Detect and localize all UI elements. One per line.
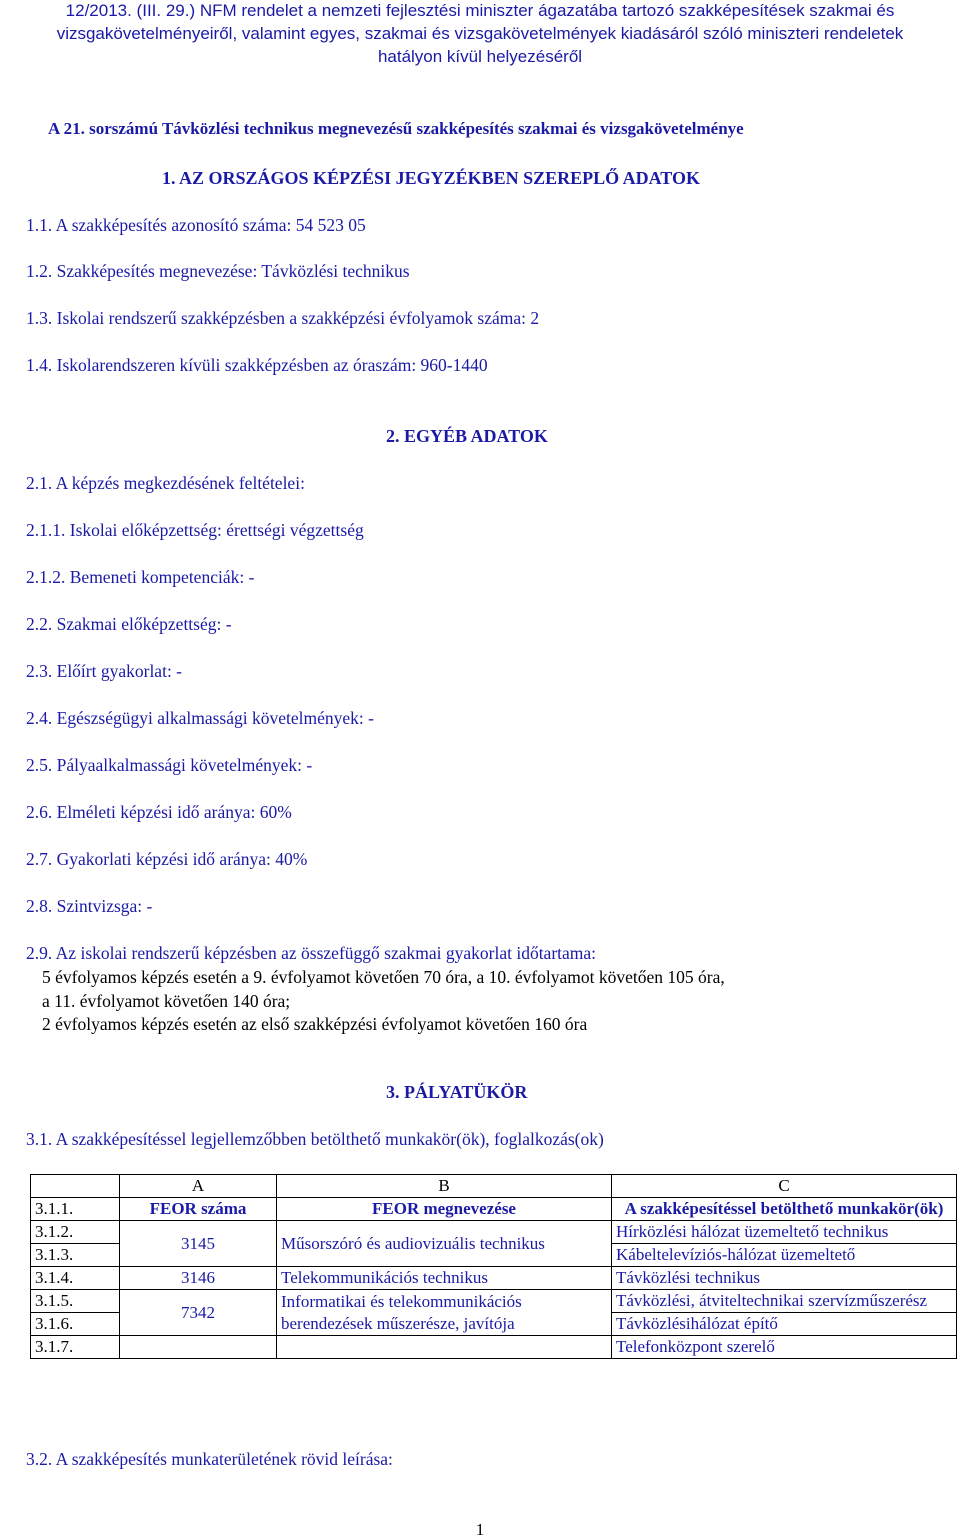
item-2-9 [26, 942, 596, 964]
header-line: hatályon kívül helyezéséről [377, 47, 583, 66]
column-header-feor-code: FEOR száma [120, 1198, 277, 1221]
item-text: Iskolai előképzettség: érettségi végzettség [69, 520, 364, 540]
item-text: A szakképesítés munkaterületének rövid leírása: [55, 1449, 393, 1469]
item-text: Előírt gyakorlat: - [56, 661, 183, 681]
item-2-7 [26, 848, 307, 870]
row-number: 3.1.4. [31, 1267, 120, 1290]
row-number: 3.1.6. [31, 1313, 120, 1336]
feor-code-cell: 7342 [120, 1290, 277, 1336]
table-row [31, 1290, 957, 1313]
item-number: 2.1.1. [26, 520, 66, 540]
item-text: Gyakorlati képzési idő aránya: 40% [56, 849, 308, 869]
feor-table [30, 1174, 957, 1359]
item-2-2 [26, 613, 232, 635]
item-number: 2.7. [26, 849, 53, 869]
feor-code-cell: 3145 [120, 1221, 277, 1267]
item-text: Iskolai rendszerű szakképzésben a szakképzési évfolyamok száma: 2 [56, 308, 540, 328]
item-number: 1.4. [26, 355, 53, 375]
item-number: 2.5. [26, 755, 53, 775]
table-row [31, 1221, 957, 1244]
item-1-4 [26, 354, 488, 376]
item-number: 2.9. [26, 943, 53, 963]
feor-code-cell [120, 1336, 277, 1359]
item-number: 2.2. [26, 614, 53, 634]
item-text: Az iskolai rendszerű képzésben az összefüggő szakmai gyakorlat időtartama: [55, 943, 597, 963]
item-number: 2.4. [26, 708, 53, 728]
job-cell: Távközlési technikus [612, 1267, 957, 1290]
item-text: Szintvizsga: - [56, 896, 153, 916]
job-cell: Telefonközpont szerelő [612, 1336, 957, 1359]
item-3-2 [26, 1448, 393, 1470]
item-text: Iskolarendszeren kívüli szakképzésben az óraszám: 960-1440 [56, 355, 488, 375]
item-number: 3.1. [26, 1129, 53, 1149]
item-text: Pályaalkalmassági követelmények: - [56, 755, 313, 775]
feor-name-cell: Informatikai és telekommunikációs berendezések műszerésze, javítója [277, 1290, 612, 1336]
feor-code-cell: 3146 [120, 1267, 277, 1290]
item-2-1 [26, 472, 305, 494]
header-line: vizsgakövetelményeiről, valamint egyes, szakmai és vizsgakövetelmények kiadásáról szóló miniszteri rendeletek [56, 24, 904, 43]
table-cell [31, 1175, 120, 1198]
header-line: 12/2013. (III. 29.) NFM rendelet a nemzeti fejlesztési miniszter ágazatába tartozó szakképesítések szakmai és [65, 1, 895, 20]
item-text: Szakmai előképzettség: - [56, 614, 232, 634]
item-number: 1.2. [26, 261, 53, 281]
item-1-1 [26, 214, 366, 236]
row-number: 3.1.7. [31, 1336, 120, 1359]
column-letter: B [277, 1175, 612, 1198]
item-text: Bemeneti kompetenciák: - [69, 567, 255, 587]
table-row [31, 1267, 957, 1290]
table-row [31, 1175, 957, 1198]
item-number: 1.3. [26, 308, 53, 328]
job-cell: Hírközlési hálózat üzemeltető technikus [612, 1221, 957, 1244]
section-2-heading: 2. EGYÉB ADATOK [386, 426, 548, 446]
column-letter: C [612, 1175, 957, 1198]
table-row [31, 1336, 957, 1359]
item-number: 2.8. [26, 896, 53, 916]
item-number: 3.2. [26, 1449, 53, 1469]
item-number: 2.1. [26, 473, 53, 493]
item-text: A szakképesítés azonosító száma: 54 523 05 [55, 215, 366, 235]
row-number: 3.1.5. [31, 1290, 120, 1313]
item-2-3 [26, 660, 182, 682]
page-number: 1 [475, 1520, 485, 1539]
column-header-jobs: A szakképesítéssel betölthető munkakör(ök) [612, 1198, 957, 1221]
item-number: 2.3. [26, 661, 53, 681]
section-3-heading: 3. PÁLYATÜKÖR [386, 1082, 528, 1102]
job-cell: Távközlésihálózat építő [612, 1313, 957, 1336]
item-number: 1.1. [26, 215, 53, 235]
section-1-heading: 1. AZ ORSZÁGOS KÉPZÉSI JEGYZÉKBEN SZEREPLŐ ADATOK [162, 168, 700, 188]
item-number: 2.1.2. [26, 567, 66, 587]
item-2-1-2 [26, 566, 254, 588]
item-2-5 [26, 754, 312, 776]
item-2-6 [26, 801, 292, 823]
item-2-4 [26, 707, 374, 729]
item-2-1-1 [26, 519, 364, 541]
item-text: Egészségügyi alkalmassági követelmények: - [56, 708, 374, 728]
item-3-1 [26, 1128, 604, 1150]
item-2-9-line: 2 évfolyamos képzés esetén az első szakképzési évfolyamot követően 160 óra [42, 1014, 588, 1034]
item-text: A képzés megkezdésének feltételei: [55, 473, 305, 493]
item-number: 2.6. [26, 802, 53, 822]
document-title: A 21. sorszámú Távközlési technikus megnevezésű szakképesítés szakmai és vizsgakövetelménye [48, 119, 744, 138]
item-2-9-line: 5 évfolyamos képzés esetén a 9. évfolyamot követően 70 óra, a 10. évfolyamot követően 105 óra, [42, 967, 725, 987]
feor-name-cell: Telekommunikációs technikus [277, 1267, 612, 1290]
job-cell: Kábeltelevíziós-hálózat üzemeltető [612, 1244, 957, 1267]
job-cell: Távközlési, átviteltechnikai szervízműszerész [612, 1290, 957, 1313]
feor-name-cell [277, 1336, 612, 1359]
item-2-9-line: a 11. évfolyamot követően 140 óra; [42, 991, 291, 1011]
item-text: Szakképesítés megnevezése: Távközlési technikus [56, 261, 410, 281]
item-2-8 [26, 895, 152, 917]
item-text: A szakképesítéssel legjellemzőbben betölthető munkakör(ök), foglalkozás(ok) [55, 1129, 604, 1149]
item-text: Elméleti képzési idő aránya: 60% [56, 802, 292, 822]
column-header-feor-name: FEOR megnevezése [277, 1198, 612, 1221]
column-letter: A [120, 1175, 277, 1198]
table-header-row [31, 1198, 957, 1221]
row-number: 3.1.3. [31, 1244, 120, 1267]
row-number: 3.1.2. [31, 1221, 120, 1244]
item-1-2 [26, 260, 410, 282]
item-1-3 [26, 307, 539, 329]
feor-name-cell: Műsorszóró és audiovizuális technikus [277, 1221, 612, 1267]
row-number: 3.1.1. [31, 1198, 120, 1221]
